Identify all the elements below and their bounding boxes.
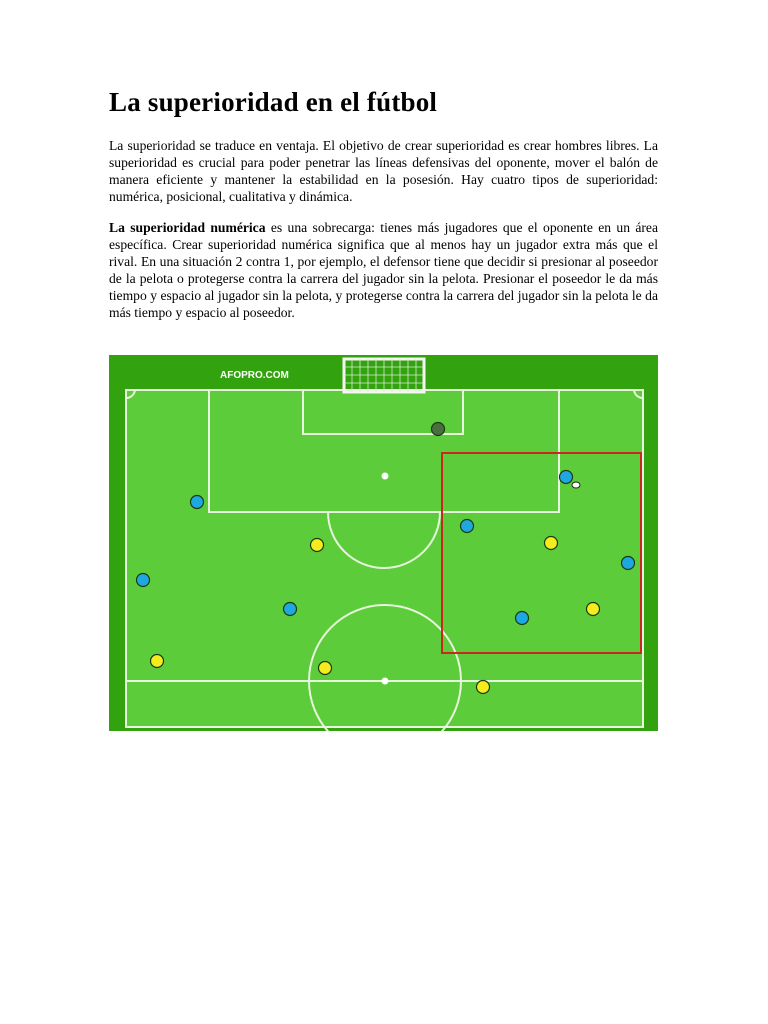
page-title: La superioridad en el fútbol bbox=[109, 87, 438, 117]
numerical-superiority-term: La superioridad numérica bbox=[109, 220, 266, 235]
player-yellow bbox=[311, 539, 324, 552]
pitch-diagram bbox=[109, 355, 658, 731]
numerical-superiority-paragraph bbox=[109, 219, 658, 322]
player-yellow bbox=[319, 662, 332, 675]
pitch-svg bbox=[109, 355, 658, 731]
player-blue bbox=[137, 574, 150, 587]
ball bbox=[572, 482, 580, 488]
intro-paragraph: La superioridad se traduce en ventaja. El objetivo de crear superioridad es crear hombres libres. La superioridad es crucial para poder penetrar las líneas defensivas del oponente, mover el balón de manera eficiente y mantener la estabilidad en la posesión. Hay cuatro tipos de superioridad: numérica, posicional, cualitativa y dinámica. bbox=[109, 138, 658, 205]
goalkeeper bbox=[432, 423, 445, 436]
penalty-spot bbox=[382, 473, 389, 480]
watermark: AFOPRO.COM bbox=[220, 370, 289, 381]
player-yellow bbox=[477, 681, 490, 694]
player-yellow bbox=[587, 603, 600, 616]
player-blue bbox=[461, 520, 474, 533]
player-blue bbox=[560, 471, 573, 484]
player-blue bbox=[191, 496, 204, 509]
player-blue bbox=[622, 557, 635, 570]
center-spot bbox=[382, 678, 389, 685]
pitch-surface bbox=[126, 390, 643, 727]
player-yellow bbox=[151, 655, 164, 668]
player-yellow bbox=[545, 537, 558, 550]
player-blue bbox=[284, 603, 297, 616]
player-blue bbox=[516, 612, 529, 625]
numerical-superiority-text: es una sobrecarga: tienes más jugadores que el oponente en un área específica. Crear superioridad numérica significa que al menos hay un jugador extra más que el rival. En una situación 2 contra 1, por ejemplo, el defensor tiene que decidir si presionar al poseedor de la pelota o protegerse contra la carrera del jugador sin la pelota. Presionar el poseedor le da más tiempo y espacio al jugador sin la pelota, y protegerse contra la carrera del jugador sin la pelota le da más tiempo y espacio al poseedor. bbox=[109, 220, 659, 321]
